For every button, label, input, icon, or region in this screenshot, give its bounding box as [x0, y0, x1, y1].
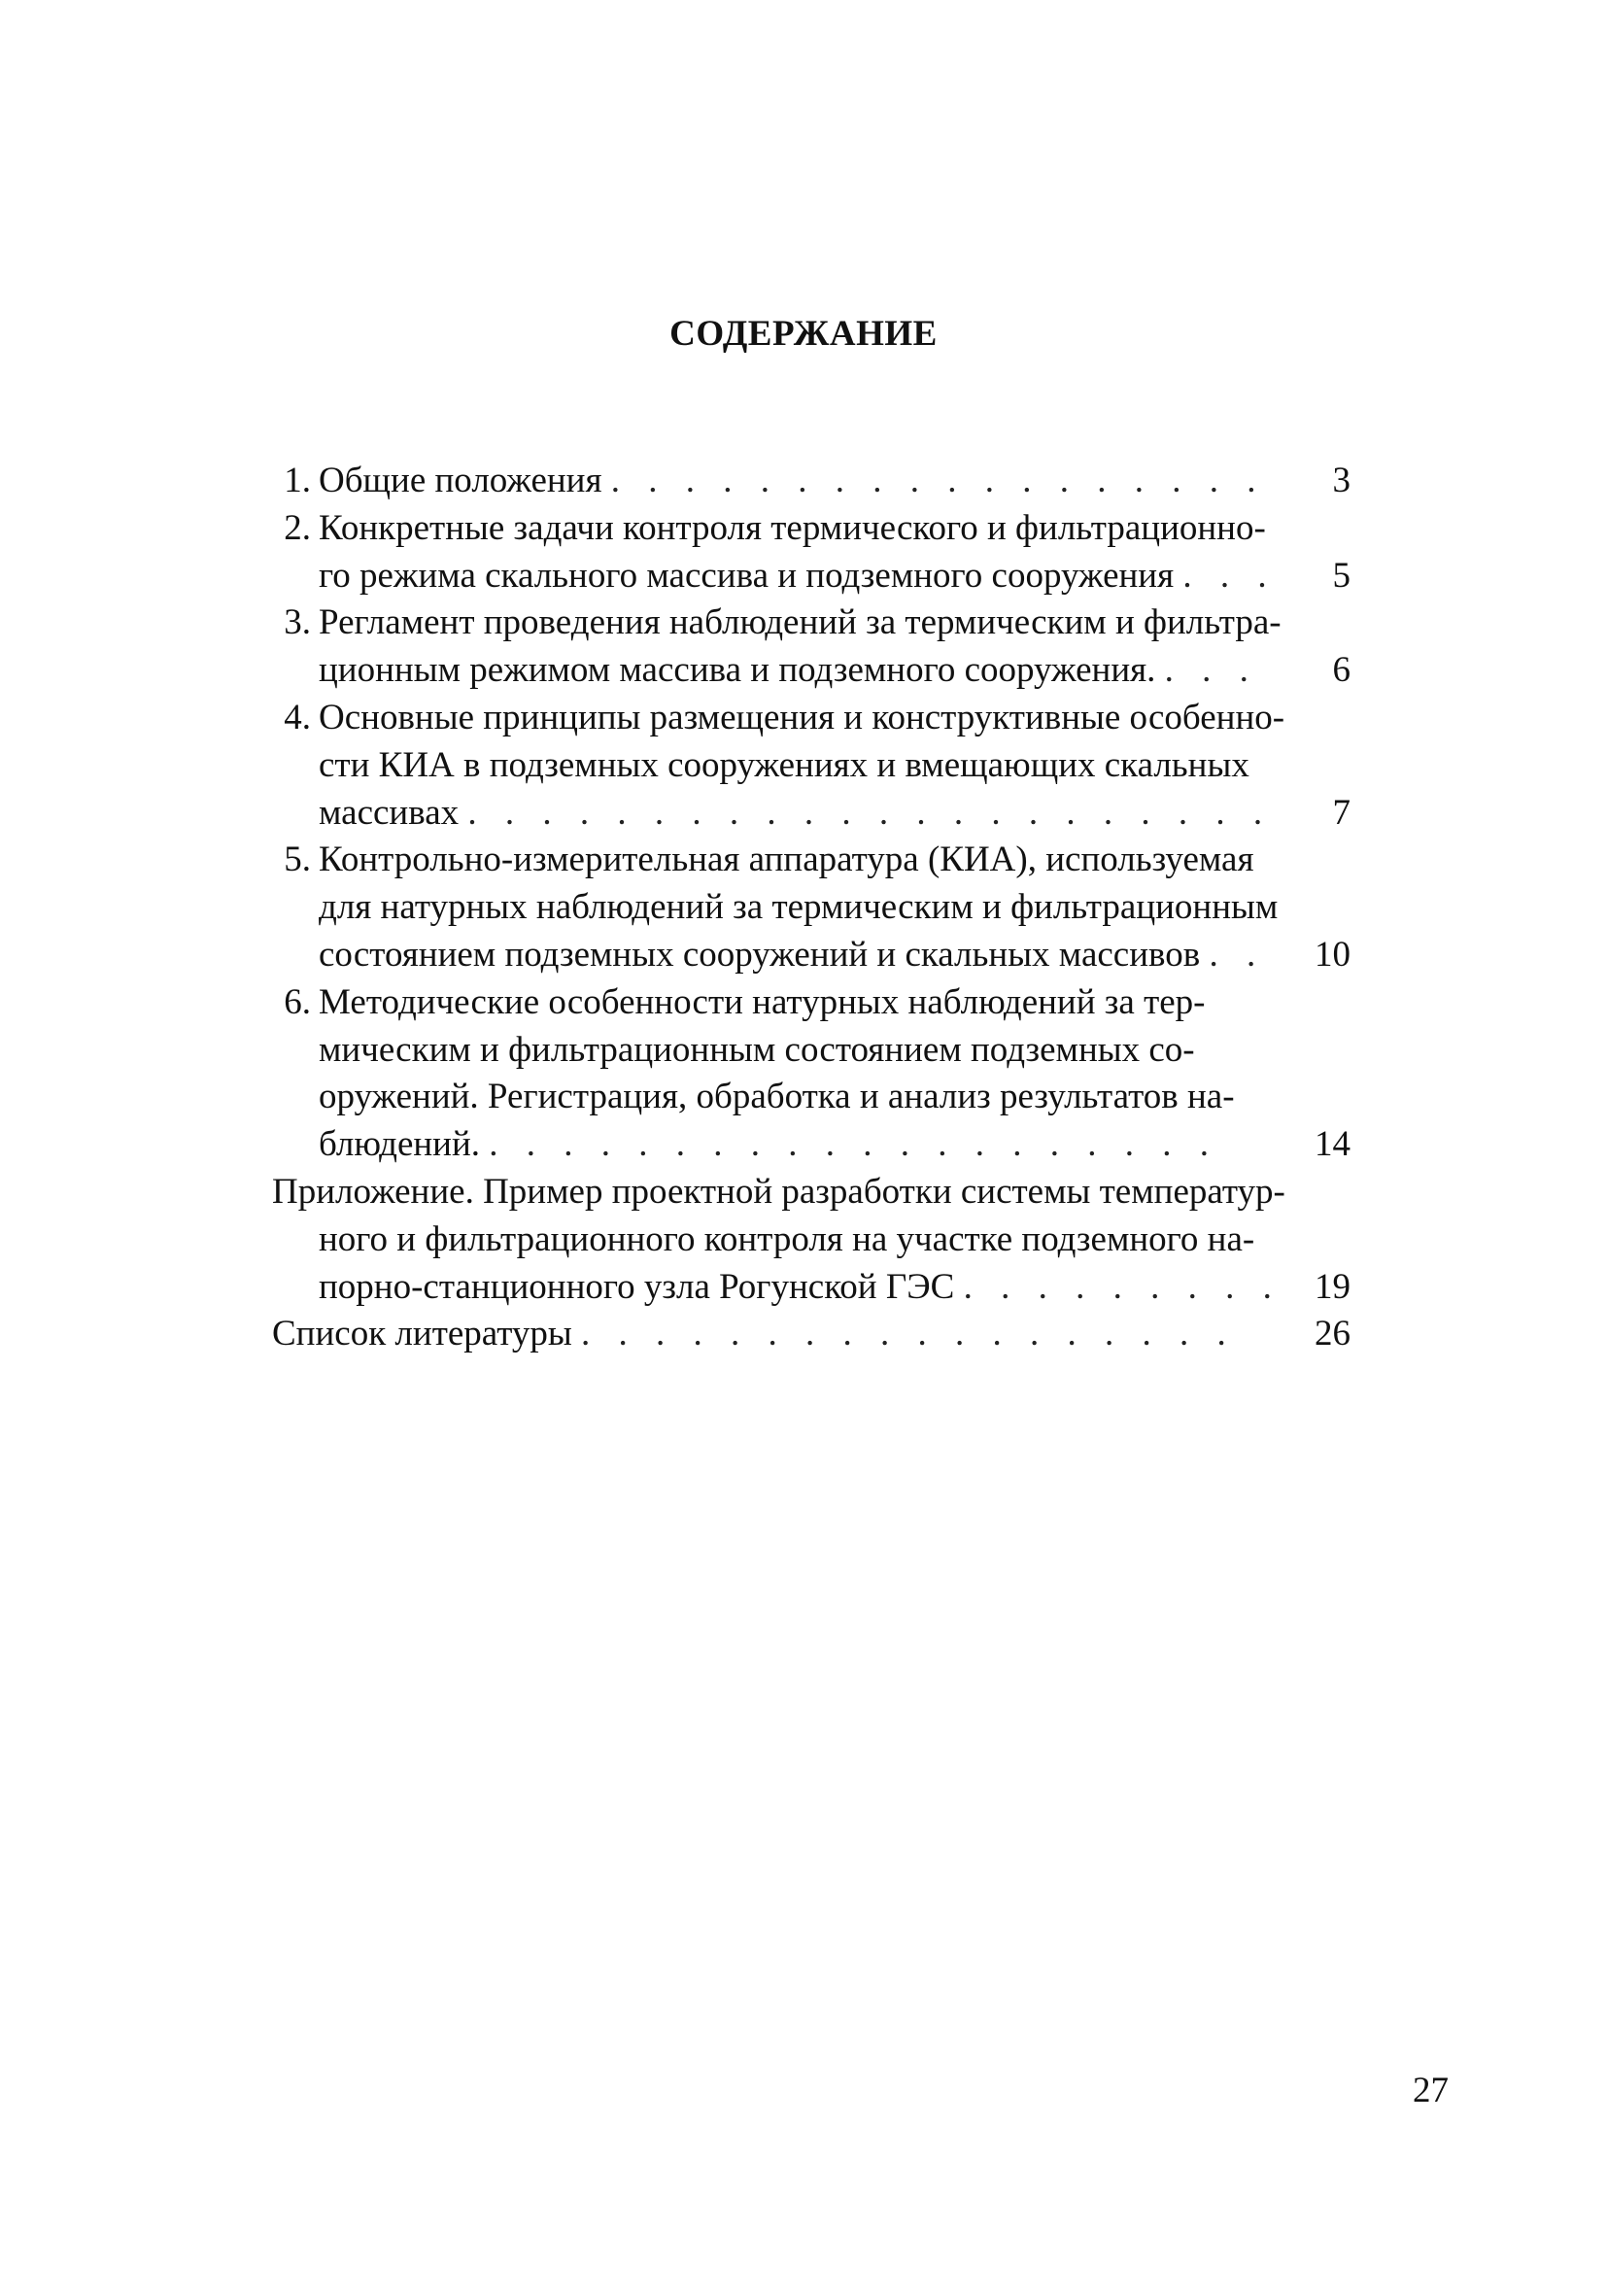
toc-page-number: 5 [1332, 555, 1351, 596]
toc-entry-3 [270, 600, 1351, 695]
toc-entry-text: Методические особенности натурных наблюдений за тер- [319, 981, 1206, 1022]
toc-entry-text: Контрольно-измерительная аппаратура (КИА), используемая [319, 840, 1254, 880]
toc-entry-1 [270, 458, 1351, 505]
toc-entry-text: Общие положения [319, 461, 602, 500]
toc-entry-text: блюдений. [319, 1124, 481, 1165]
toc-page-number: 14 [1315, 1124, 1351, 1165]
toc-entry-appendix [270, 1169, 1351, 1311]
toc-leader-dots: . . . . . . . . . . . . . . . . . . . . [489, 1124, 1219, 1165]
toc-entry-text: Список литературы [272, 1314, 572, 1354]
toc-entry-text: оружений. Регистрация, обработка и анализ результатов на- [319, 1077, 1235, 1117]
toc-leader-dots: . . . . . . . . . . . . . . . . . . . . . . [467, 792, 1273, 833]
footer-page-number: 27 [1413, 2071, 1449, 2110]
toc-leader-dots: . . . . . . . . . . . . . . . . . . [581, 1314, 1236, 1354]
toc-page-number: 7 [1332, 792, 1351, 833]
toc-entry-number: 1. [284, 461, 311, 500]
toc-leader-dots: . . [1209, 934, 1266, 975]
toc-entry-text: ционным режимом массива и подземного сооружения. [319, 650, 1156, 691]
toc-entry-4 [270, 695, 1351, 837]
toc-entry-text: для натурных наблюдений за термическим и фильтрационным [319, 887, 1279, 928]
toc-entry-bibliography [270, 1311, 1351, 1358]
toc-entry-text: массивах [319, 792, 460, 833]
toc-entry-text: Приложение. Пример проектной разработки системы температур- [272, 1171, 1285, 1212]
toc-page-number: 10 [1315, 934, 1351, 975]
table-of-contents [270, 458, 1351, 1358]
toc-entry-number: 6. [284, 981, 311, 1022]
toc-entry-2 [270, 505, 1351, 600]
toc-entry-text: мическим и фильтрационным состоянием подземных со- [319, 1029, 1195, 1070]
toc-page-number: 19 [1315, 1266, 1351, 1307]
toc-entry-number: 3. [284, 602, 311, 643]
toc-entry-text: Конкретные задачи контроля термического и фильтрационно- [319, 507, 1266, 548]
toc-page-number: 26 [1315, 1314, 1351, 1354]
toc-leader-dots: . . . . . . . . . . . . . . . . . . [610, 461, 1266, 500]
toc-page-number: 6 [1332, 650, 1351, 691]
toc-line [270, 458, 1351, 505]
toc-entry-number: 2. [284, 507, 311, 548]
toc-entry-text: порно-станционного узла Рогунской ГЭС [319, 1266, 955, 1307]
toc-entry-number: 4. [284, 697, 311, 737]
toc-entry-5 [270, 837, 1351, 978]
toc-leader-dots: . . . [1182, 555, 1277, 596]
page-title: СОДЕРЖАНИЕ [669, 314, 938, 354]
toc-entry-6 [270, 979, 1351, 1169]
toc-entry-number: 5. [284, 840, 311, 880]
toc-entry-text: сти КИА в подземных сооружениях и вмещающих скальных [319, 744, 1249, 785]
toc-leader-dots: . . . . . . . . . [963, 1266, 1282, 1307]
toc-page-number: 3 [1332, 461, 1351, 500]
toc-entry-text: ного и фильтрационного контроля на участке подземного на- [319, 1218, 1255, 1259]
toc-entry-text: го режима скального массива и подземного сооружения [319, 555, 1175, 596]
toc-entry-text: состоянием подземных сооружений и скальных массивов [319, 934, 1201, 975]
toc-entry-text: Регламент проведения наблюдений за термическим и фильтра- [319, 602, 1282, 643]
toc-entry-text: Основные принципы размещения и конструктивные особенно- [319, 697, 1285, 737]
toc-leader-dots: . . . [1164, 650, 1258, 691]
